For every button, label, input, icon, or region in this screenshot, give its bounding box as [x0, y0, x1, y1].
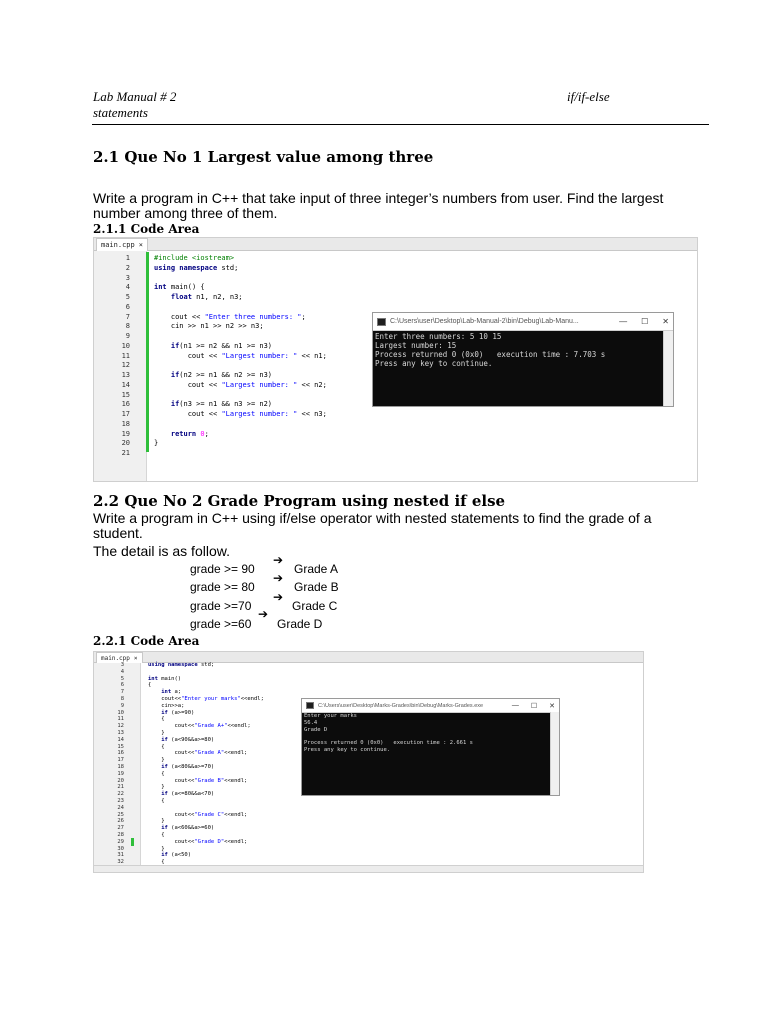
code-line	[154, 361, 327, 371]
grade-result-4: Grade D	[277, 617, 323, 631]
line-number: 13	[117, 729, 124, 736]
line-number: 16	[121, 400, 130, 409]
code-line: }	[154, 439, 159, 448]
code-line: int a;	[161, 689, 182, 696]
console-output	[304, 713, 549, 754]
line-number: 1	[125, 254, 130, 262]
console-line: Process returned 0 (0x0) execution time : 7.703 s	[375, 350, 606, 359]
code-line: cout << "Enter three numbers: ";	[154, 312, 306, 321]
code-line: cout << "Largest number: " << n3;	[154, 410, 327, 418]
line-number: 32	[117, 859, 124, 866]
code-line: cin >> n1 >> n2 >> n3;	[154, 322, 264, 331]
code-line: {	[148, 743, 165, 750]
line-number: 17	[117, 757, 124, 764]
code-line: #include <iostream>	[154, 254, 235, 262]
section1-code-heading: 2.1.1 Code Area	[93, 222, 200, 236]
section2-code-heading: 2.2.1 Code Area	[93, 634, 200, 648]
code-line	[154, 332, 327, 342]
minimize-icon[interactable]: —	[619, 317, 628, 326]
close-icon[interactable]: ×	[138, 241, 143, 249]
line-number: 10	[117, 709, 124, 716]
line-number: 18	[121, 419, 130, 428]
header-rule	[92, 124, 709, 125]
code-line: {	[148, 716, 165, 723]
grade-result-3: Grade C	[292, 599, 338, 613]
code-line: if (a<50)	[161, 852, 192, 859]
code-line: cout << "Largest number: " << n2;	[154, 380, 327, 389]
section2-heading: 2.2 Que No 2 Grade Program using nested if else	[93, 492, 506, 510]
grade-result-2: Grade B	[294, 580, 339, 594]
line-number: 8	[125, 322, 130, 331]
horizontal-scrollbar[interactable]	[94, 865, 643, 872]
code-line: cout<<"Grade C"<<endl;	[148, 811, 248, 818]
code-line: cout<<"Grade A"<<endl;	[148, 750, 248, 757]
code-line	[154, 303, 327, 313]
code-line: }	[148, 784, 165, 791]
line-number: 11	[121, 351, 130, 360]
topic-subtitle: statements	[93, 105, 148, 120]
line-number: 22	[117, 791, 124, 798]
code-line: }	[148, 757, 165, 764]
line-number: 8	[120, 695, 124, 702]
code-line	[148, 805, 264, 812]
line-number: 28	[117, 831, 124, 838]
line-number: 9	[125, 332, 130, 340]
line-number: 16	[117, 750, 124, 757]
line-number: 29	[117, 838, 124, 845]
code-line: using namespace std;	[148, 662, 215, 668]
line-number: 5	[120, 675, 124, 682]
line-number: 20	[117, 777, 124, 784]
code-line: if (a<90&&a>=80)	[161, 736, 215, 743]
maximize-icon[interactable]: ☐	[641, 317, 649, 326]
editor-tab-main-cpp[interactable]	[96, 238, 148, 251]
line-number: 4	[120, 668, 124, 675]
console-window-1[interactable]	[372, 312, 674, 407]
code-line: cout<<"Grade B"<<endl;	[148, 777, 248, 784]
grade-row-2	[190, 580, 255, 594]
line-number: 25	[117, 811, 124, 818]
code-line	[154, 274, 327, 284]
console-icon	[377, 318, 386, 326]
line-number: 11	[117, 716, 124, 723]
grade-row-3	[190, 599, 251, 613]
line-number: 10	[121, 341, 130, 350]
code-line: cout<<"Enter your marks"<<endl;	[148, 695, 264, 702]
code-line: cin>>a;	[148, 702, 185, 709]
code-line	[148, 669, 264, 676]
console-title: C:\Users\user\Desktop\Marks-Grades\bin\Debug\Marks-Grades.exe	[318, 702, 484, 709]
line-numbers	[98, 662, 124, 866]
line-number: 3	[120, 662, 124, 668]
close-icon[interactable]: ✕	[662, 317, 669, 326]
code-line: {	[148, 797, 165, 804]
console-scrollbar[interactable]	[663, 331, 673, 406]
code-text[interactable]	[148, 662, 264, 866]
minimize-icon[interactable]: —	[511, 702, 519, 709]
grade-condition: grade >= 80	[190, 580, 255, 594]
code-text[interactable]	[154, 254, 327, 459]
grade-row-4	[190, 617, 251, 631]
console-line: Process returned 0 (0x0) execution time : 2.661 s	[304, 740, 473, 747]
section1-heading: 2.1 Que No 1 Largest value among three	[93, 148, 434, 166]
close-icon[interactable]: ×	[133, 654, 138, 662]
modified-lines-marker	[131, 838, 134, 846]
code-line: cout << "Largest number: " << n1;	[154, 351, 327, 360]
line-number: 27	[117, 825, 124, 832]
code-line: int main() {	[154, 283, 205, 292]
line-number: 14	[121, 380, 130, 389]
section2-paragraph: Write a program in C++ using if/else operator with nested statements to find the grade of a student.	[93, 510, 652, 541]
line-number: 13	[121, 371, 130, 379]
line-number: 6	[120, 682, 124, 689]
code-line: cout<<"Grade D"<<endl;	[148, 838, 248, 845]
code-line: {	[148, 682, 152, 689]
code-line: int main()	[148, 675, 182, 682]
line-number: 17	[121, 410, 130, 418]
console-line: Press any key to continue.	[375, 359, 493, 368]
line-number: 21	[121, 449, 130, 457]
grade-condition: grade >=60	[190, 617, 252, 631]
arrow-right-icon: ➔	[273, 590, 284, 604]
line-number: 24	[117, 804, 124, 811]
console-line: Enter your marks	[304, 713, 357, 719]
code-line: float n1, n2, n3;	[170, 293, 243, 301]
line-number: 12	[121, 361, 130, 370]
line-number: 2	[125, 263, 130, 272]
console-line: Enter three numbers: 5 10 15	[375, 332, 502, 341]
console-line	[304, 733, 549, 740]
code-line: cout<<"Grade A+"<<endl;	[148, 723, 251, 730]
line-number: 21	[117, 784, 124, 791]
line-number: 5	[125, 293, 130, 301]
console-output	[375, 332, 663, 368]
editor-tab-label: main.cpp	[101, 654, 130, 662]
line-number: 19	[121, 429, 130, 438]
grade-condition: grade >= 90	[190, 562, 255, 576]
grade-condition: grade >=70	[190, 599, 252, 613]
code-line: if(n2 >= n1 && n2 >= n3)	[170, 371, 273, 379]
line-number: 6	[125, 302, 130, 311]
arrow-right-icon: ➔	[258, 607, 269, 621]
arrow-right-icon: ➔	[273, 571, 284, 585]
line-number: 7	[120, 689, 124, 696]
console-line: Grade D	[304, 726, 328, 733]
code-line: }	[148, 729, 165, 736]
section2-detail-line: The detail is as follow.	[93, 543, 230, 559]
line-number: 9	[120, 702, 124, 709]
code-line	[154, 420, 327, 430]
topic-title: if/if-else	[567, 89, 610, 104]
line-number: 15	[117, 743, 124, 750]
console-titlebar[interactable]	[373, 313, 673, 331]
code-line: {	[148, 859, 165, 866]
console-line: Largest number: 15	[375, 341, 457, 350]
editor-tabbar	[94, 238, 697, 251]
code-line	[154, 449, 327, 459]
console-line: 56.4	[304, 719, 318, 726]
code-line: if (a<=80&&a<70)	[161, 791, 215, 798]
line-number: 19	[117, 770, 124, 777]
lab-manual-title: Lab Manual # 2	[93, 89, 177, 104]
code-line: {	[148, 831, 165, 838]
code-line: return 0;	[170, 429, 209, 438]
code-line: if (a<80&&a>=70)	[161, 763, 215, 770]
section1-paragraph: Write a program in C++ that take input of three integer’s numbers from user. Find the largest number among three of them.	[93, 190, 664, 221]
line-number: 12	[117, 723, 124, 730]
console-line: Press any key to continue.	[304, 746, 391, 753]
line-number: 14	[117, 736, 124, 743]
modified-lines-marker	[146, 252, 149, 452]
console-icon	[306, 702, 314, 709]
line-number: 20	[121, 439, 130, 448]
code-line: using namespace std;	[154, 263, 239, 272]
line-number: 31	[117, 852, 124, 859]
console-window-2[interactable]	[301, 698, 560, 796]
line-number: 7	[125, 312, 130, 321]
line-number: 3	[125, 273, 130, 282]
arrow-right-icon: ➔	[273, 553, 284, 567]
line-number: 26	[117, 818, 124, 825]
close-icon[interactable]: ✕	[549, 702, 555, 710]
line-number: 4	[125, 283, 130, 292]
line-number: 15	[121, 390, 130, 399]
editor-tab-label: main.cpp	[101, 241, 135, 249]
line-number: 18	[117, 763, 124, 770]
code-line	[154, 391, 327, 401]
code-line: if (a<60&&a>=60)	[161, 825, 215, 832]
grade-row-1	[190, 562, 255, 576]
code-line: if(n1 >= n2 && n1 >= n3)	[170, 341, 273, 350]
line-number: 23	[117, 797, 124, 804]
code-line: if(n3 >= n1 && n3 >= n2)	[170, 400, 273, 409]
code-line: {	[148, 770, 165, 777]
console-titlebar[interactable]	[302, 699, 559, 713]
code-line: }	[148, 818, 165, 825]
line-number: 30	[117, 845, 124, 852]
code-line: if (a>=90)	[161, 709, 195, 716]
maximize-icon[interactable]: ☐	[530, 702, 538, 710]
console-title: C:\Users\user\Desktop\Lab-Manual-2\bin\Debug\Lab-Manu...	[390, 318, 579, 325]
code-line: }	[148, 845, 165, 852]
grade-result-1: Grade A	[294, 562, 339, 576]
console-scrollbar[interactable]	[550, 712, 559, 795]
line-numbers	[102, 254, 130, 459]
